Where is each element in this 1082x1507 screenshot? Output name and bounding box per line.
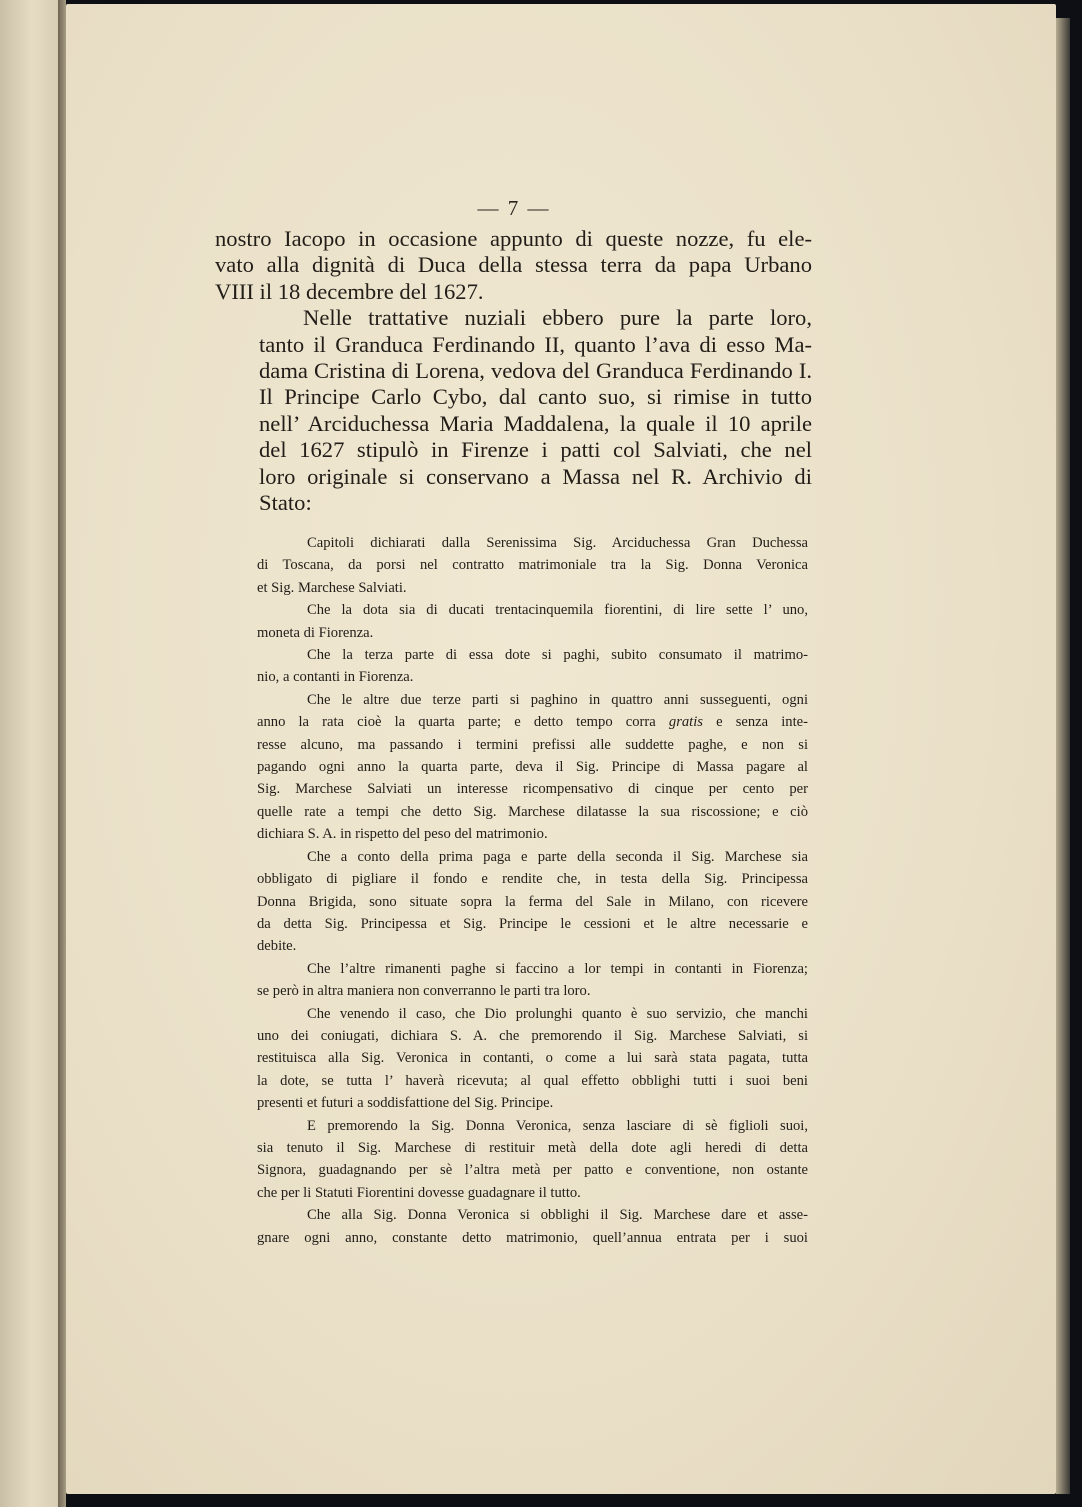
- quote-line: dichiara S. A. in rispetto del peso del matrimonio.: [257, 826, 548, 843]
- quote-paragraph-5: [207, 846, 808, 958]
- quote-line: restituisca alla Sig. Veronica in contanti, o come a lui sarà stata pagata, tutta: [257, 1050, 808, 1067]
- text-line: Il Principe Carlo Cybo, dal canto suo, si rimise in tutto: [259, 384, 812, 410]
- quote-paragraph-1: [207, 532, 808, 599]
- quote-line: Che la dota sia di ducati trentacinquemila fiorentini, di lire sette l’ uno,: [307, 602, 808, 619]
- main-text: [215, 226, 812, 516]
- right-page-edge: [1056, 18, 1070, 1494]
- text-line: nostro Iacopo in occasione appunto di queste nozze, fu ele-: [215, 226, 812, 251]
- quote-paragraph-4: [207, 689, 808, 846]
- quote-paragraph-2: [207, 599, 808, 644]
- quote-line: sia tenuto il Sig. Marchese di restituir metà della dote agli heredi di detta: [257, 1139, 808, 1156]
- text-line: Nelle trattative nuziali ebbero pure la parte loro,: [303, 305, 812, 331]
- quote-line: uno dei coniugati, dichiara S. A. che premorendo il Sig. Marchese Salviati, si: [257, 1027, 808, 1044]
- paragraph-2: [215, 305, 812, 516]
- quote-line: Donna Brigida, sono situate sopra la ferma del Sale in Milano, con ricevere: [257, 893, 808, 910]
- quote-line-with-italic: [207, 711, 808, 733]
- page-number: — 7 —: [477, 196, 551, 220]
- text-line: VIII il 18 decembre del 1627.: [215, 278, 484, 304]
- quote-text: e senza inte-: [716, 714, 808, 731]
- quoted-document: [207, 532, 808, 1249]
- text-line: nell’ Arciduchessa Maria Maddalena, la quale il 10 aprile: [259, 410, 812, 436]
- quote-line: moneta di Fiorenza.: [257, 624, 374, 641]
- quote-line: la dote, se tutta l’ haverà ricevuta; al qual effetto obblighi tutti i suoi beni: [257, 1072, 808, 1089]
- quote-line: da detta Sig. Principessa et Sig. Principe le cessioni et le altre necessarie e: [257, 915, 808, 932]
- quote-line: Che la terza parte di essa dote si paghi, subito consumato il matrimo-: [307, 647, 808, 664]
- quote-line: di Toscana, da porsi nel contratto matrimoniale tra la Sig. Donna Veronica: [257, 557, 808, 574]
- quote-line: obbligato di pigliare il fondo e rendite che, in testa della Sig. Principessa: [257, 871, 808, 888]
- quote-line: Che venendo il caso, che Dio prolunghi quanto è suo servizio, che manchi: [307, 1005, 808, 1022]
- text-line: del 1627 stipulò in Firenze i patti col Salviati, che nel: [259, 437, 812, 463]
- left-page-edge: [0, 0, 59, 1507]
- quote-line: gnare ogni anno, constante detto matrimonio, quell’annua entrata per i suoi: [257, 1229, 808, 1246]
- text-line: tanto il Granduca Ferdinando II, quanto l’ava di esso Ma-: [259, 331, 812, 357]
- quote-line: resse alcuno, ma passando i termini prefissi alle suddette paghe, e non si: [257, 736, 808, 753]
- quote-line: che per li Statuti Fiorentini dovesse guadagnare il tutto.: [257, 1184, 581, 1201]
- text-line: vato alla dignità di Duca della stessa terra da papa Urbano: [215, 252, 812, 278]
- quote-line: debite.: [257, 938, 297, 955]
- text-line: Stato:: [259, 490, 312, 516]
- quote-line: Che le altre due terze parti si paghino in quattro anni susseguenti, ogni: [307, 691, 808, 708]
- book-spine: [58, 0, 66, 1507]
- quote-paragraph-9: [207, 1204, 808, 1249]
- quote-line: quelle rate a tempi che detto Sig. Marchese dilatasse la sua riscossione; e ciò: [257, 803, 808, 820]
- quote-line: nio, a contanti in Fiorenza.: [257, 669, 414, 686]
- quote-line: E premorendo la Sig. Donna Veronica, senza lasciare di sè figlioli suoi,: [307, 1117, 808, 1134]
- quote-line: Che l’altre rimanenti paghe si faccino a lor tempi in contanti in Fiorenza;: [307, 960, 808, 977]
- quote-line: pagando ogni anno la quarta parte, deva il Sig. Principe di Massa pagare al: [257, 759, 808, 776]
- italic-word: gratis: [668, 714, 703, 731]
- paragraph-1: [215, 226, 812, 305]
- quote-line: Che alla Sig. Donna Veronica si obblighi il Sig. Marchese dare et asse-: [307, 1207, 808, 1224]
- quote-line: presenti et futuri a soddisfattione del Sig. Principe.: [257, 1095, 554, 1112]
- quote-line: Capitoli dichiarati dalla Serenissima Sig. Arciduchessa Gran Duchessa: [307, 535, 808, 551]
- quote-line: se però in altra maniera non converranno le parti tra loro.: [257, 983, 591, 1000]
- quote-line: Che a conto della prima paga e parte della seconda il Sig. Marchese sia: [307, 848, 808, 865]
- quote-paragraph-8: [207, 1115, 808, 1205]
- quote-paragraph-7: [207, 1003, 808, 1115]
- quote-text: anno la rata cioè la quarta parte; e detto tempo corra: [257, 714, 656, 731]
- quote-paragraph-3: [207, 644, 808, 689]
- text-line: dama Cristina di Lorena, vedova del Granduca Ferdinando I.: [259, 358, 812, 384]
- quote-line: et Sig. Marchese Salviati.: [257, 579, 407, 596]
- quote-line: Signora, guadagnando per sè l’altra metà per patto e conventione, non ostante: [257, 1162, 808, 1179]
- text-line: loro originale si conservano a Massa nel R. Archivio di: [259, 463, 812, 489]
- quote-line: Sig. Marchese Salviati un interesse ricompensativo di cinque per cento per: [257, 781, 808, 798]
- quote-paragraph-6: [207, 958, 808, 1003]
